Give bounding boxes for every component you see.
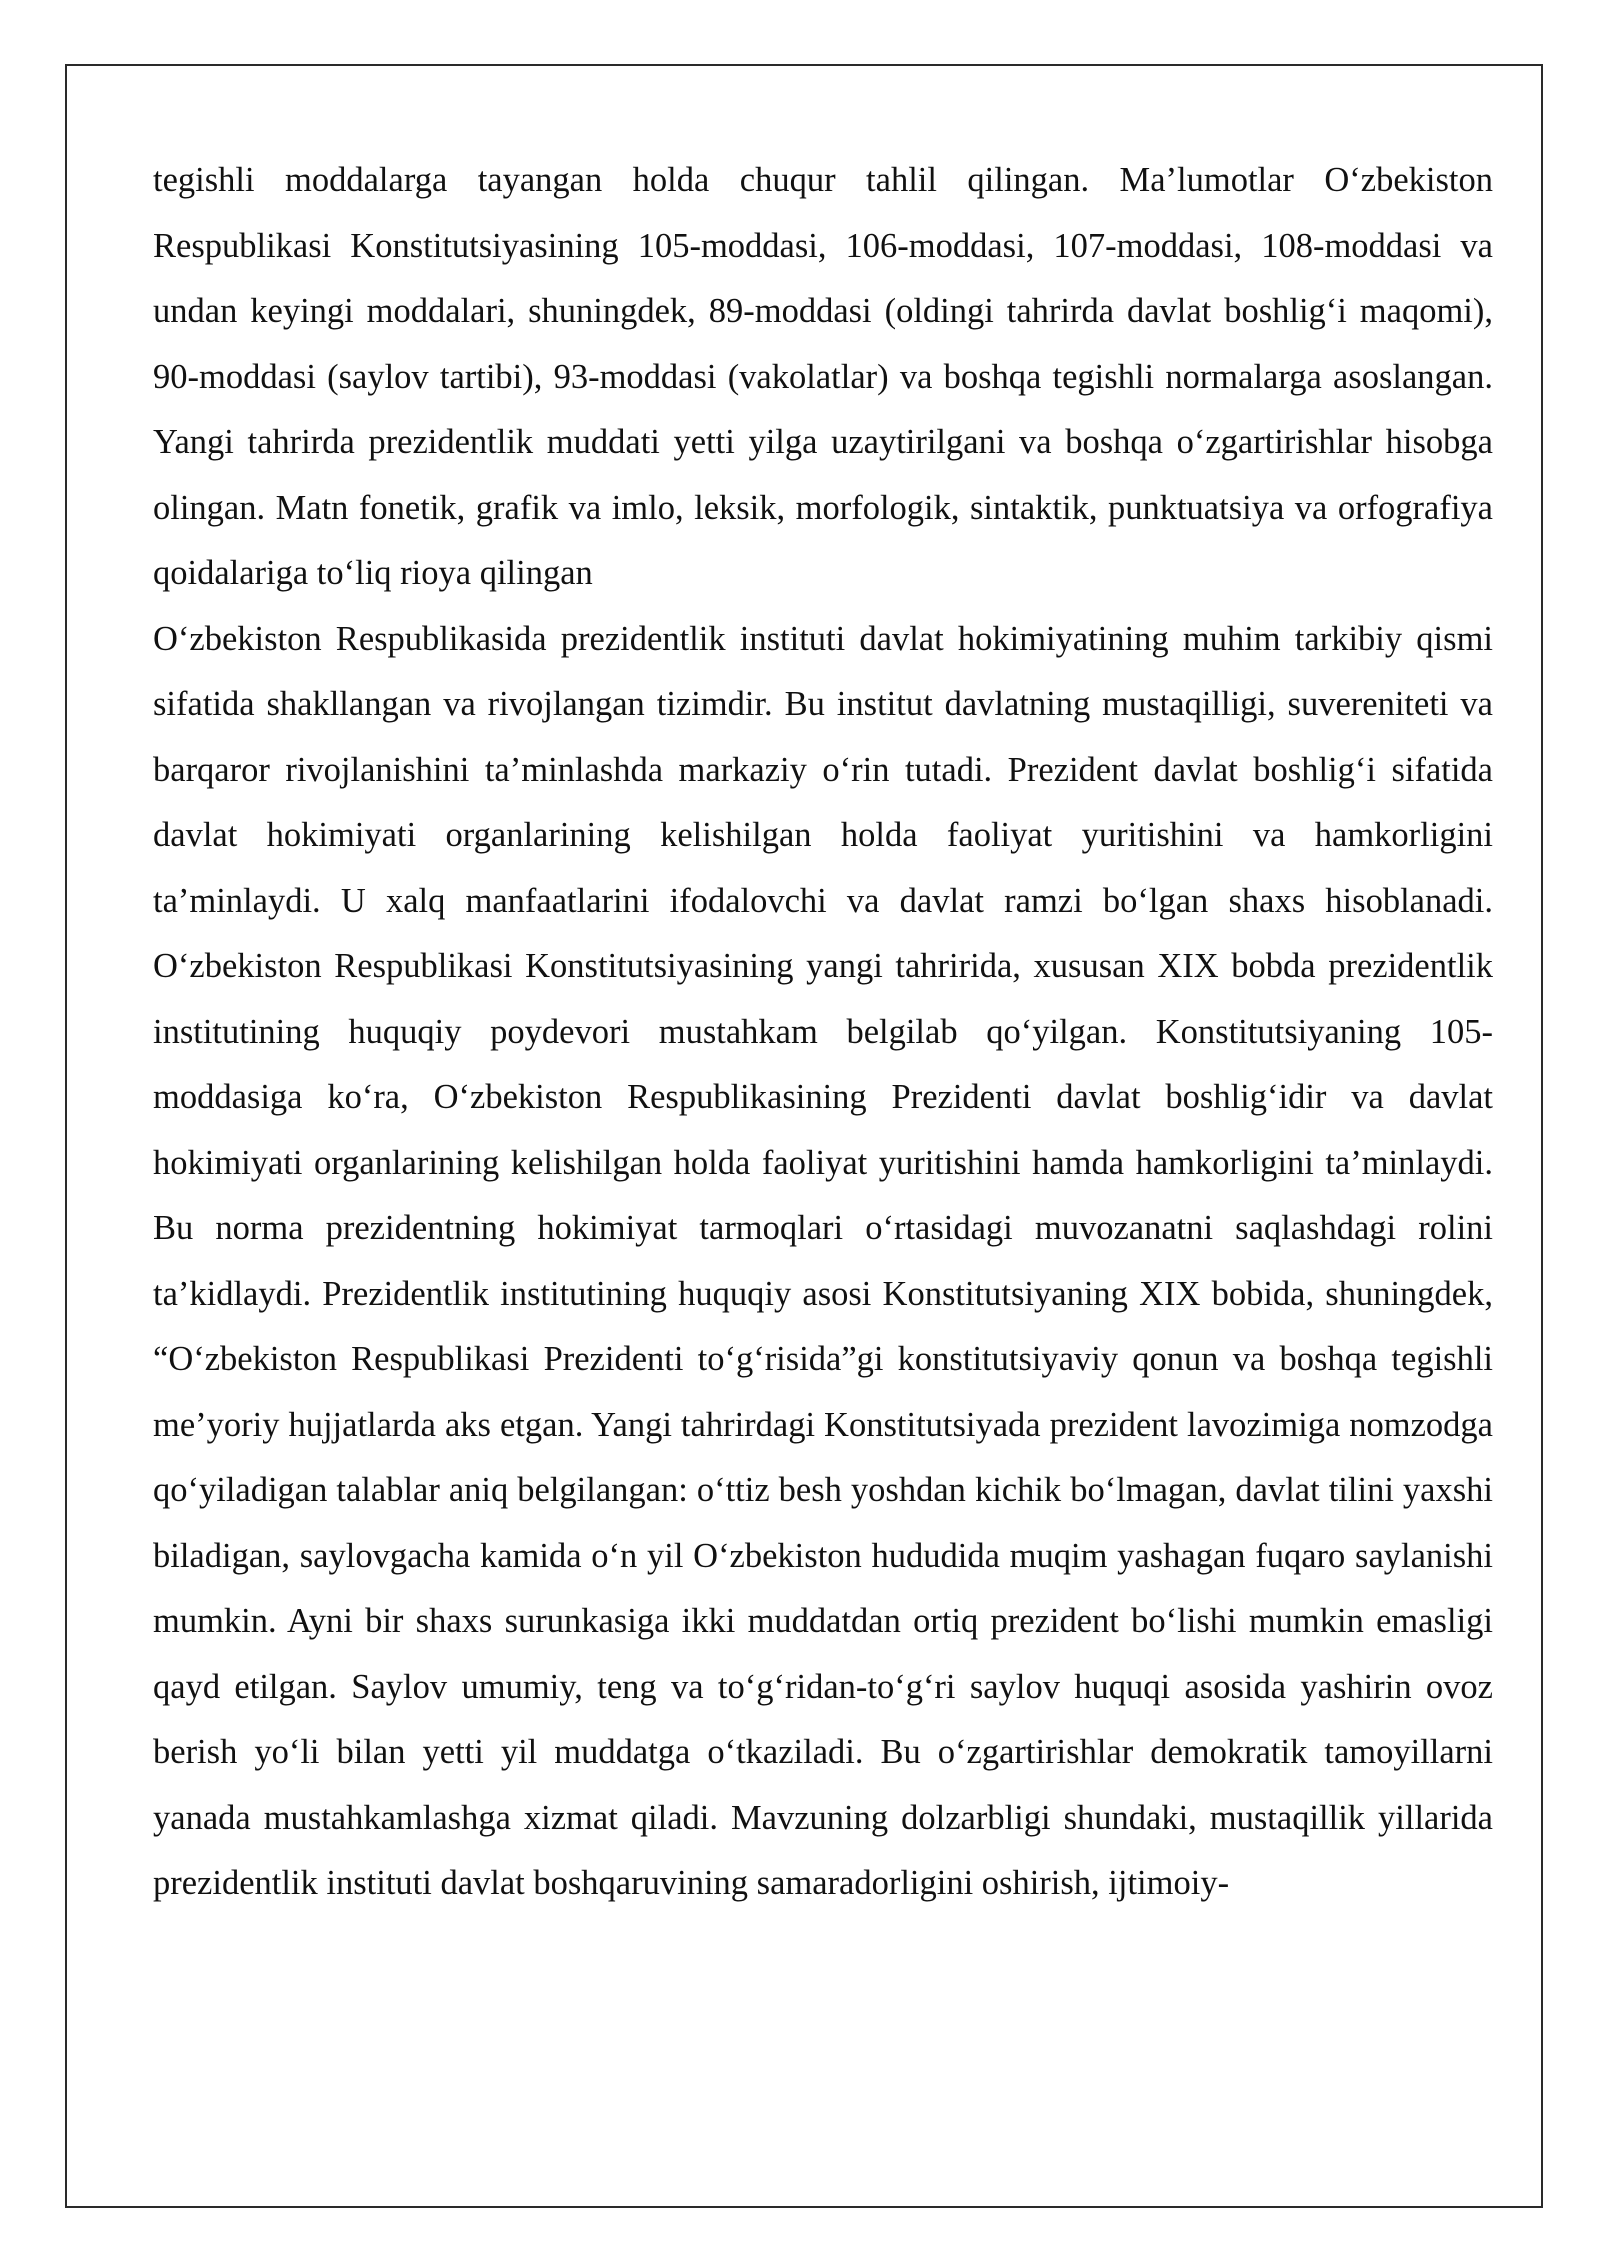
document-body [153,148,1493,1917]
paragraph-main: O‘zbekiston Respublikasida prezidentlik instituti davlat hokimiyatining muhim tarkibiy qismi sifatida shakllangan va rivojlangan tizimdir. Bu institut davlatning mustaqilligi, suvereniteti va barqaror rivojlanishini ta’minlashda markaziy o‘rin tutadi. Prezident davlat boshlig‘i sifatida davlat hokimiyati organlarining kelishilgan holda faoliyat yuritishini va hamkorligini ta’minlaydi. U xalq manfaatlarini ifodalovchi va davlat ramzi bo‘lgan shaxs hisoblanadi. O‘zbekiston Respublikasi Konstitutsiyasining yangi tahririda, xususan XIX bobda prezidentlik institutining huquqiy poydevori mustahkam belgilab qo‘yilgan. Konstitutsiyaning 105-moddasiga ko‘ra, O‘zbekiston Respublikasining Prezidenti davlat boshlig‘idir va davlat hokimiyati organlarining kelishilgan holda faoliyat yuritishini hamda hamkorligini ta’minlaydi. Bu norma prezidentning hokimiyat tarmoqlari o‘rtasidagi muvozanatni saqlashdagi rolini ta’kidlaydi. Prezidentlik institutining huquqiy asosi Konstitutsiyaning XIX bobida, shuningdek, “O‘zbekiston Respublikasi Prezidenti to‘g‘risida”gi konstitutsiyaviy qonun va boshqa tegishli me’yoriy hujjatlarda aks etgan. Yangi tahrirdagi Konstitutsiyada prezident lavozimiga nomzodga qo‘yiladigan talablar aniq belgilangan: o‘ttiz besh yoshdan kichik bo‘lmagan, davlat tilini yaxshi biladigan, saylovgacha kamida o‘n yil O‘zbekiston hududida muqim yashagan fuqaro saylanishi mumkin. Ayni bir shaxs surunkasiga ikki muddatdan ortiq prezident bo‘lishi mumkin emasligi qayd etilgan. Saylov umumiy, teng va to‘g‘ridan-to‘g‘ri saylov huquqi asosida yashirin ovoz berish yo‘li bilan yetti yil muddatga o‘tkaziladi. Bu o‘zgartirishlar demokratik tamoyillarni yanada mustahkamlashga xizmat qiladi. Mavzuning dolzarbligi shundaki, mustaqillik yillarida prezidentlik instituti davlat boshqaruvining samaradorligini oshirish, ijtimoiy- [153,619,1493,1902]
paragraph-intro: tegishli moddalarga tayangan holda chuqur tahlil qilingan. Ma’lumotlar O‘zbekiston Respublikasi Konstitutsiyasining 105-moddasi, 106-moddasi, 107-moddasi, 108-moddasi va undan keyingi moddalari, shuningdek, 89-moddasi (oldingi tahrirda davlat boshlig‘i maqomi), 90-moddasi (saylov tartibi), 93-moddasi (vakolatlar) va boshqa tegishli normalarga asoslangan. Yangi tahrirda prezidentlik muddati yetti yilga uzaytirilgani va boshqa o‘zgartirishlar hisobga olingan. Matn fonetik, grafik va imlo, leksik, morfologik, sintaktik, punktuatsiya va orfografiya qoidalariga to‘liq rioya qilingan [153,161,1493,592]
